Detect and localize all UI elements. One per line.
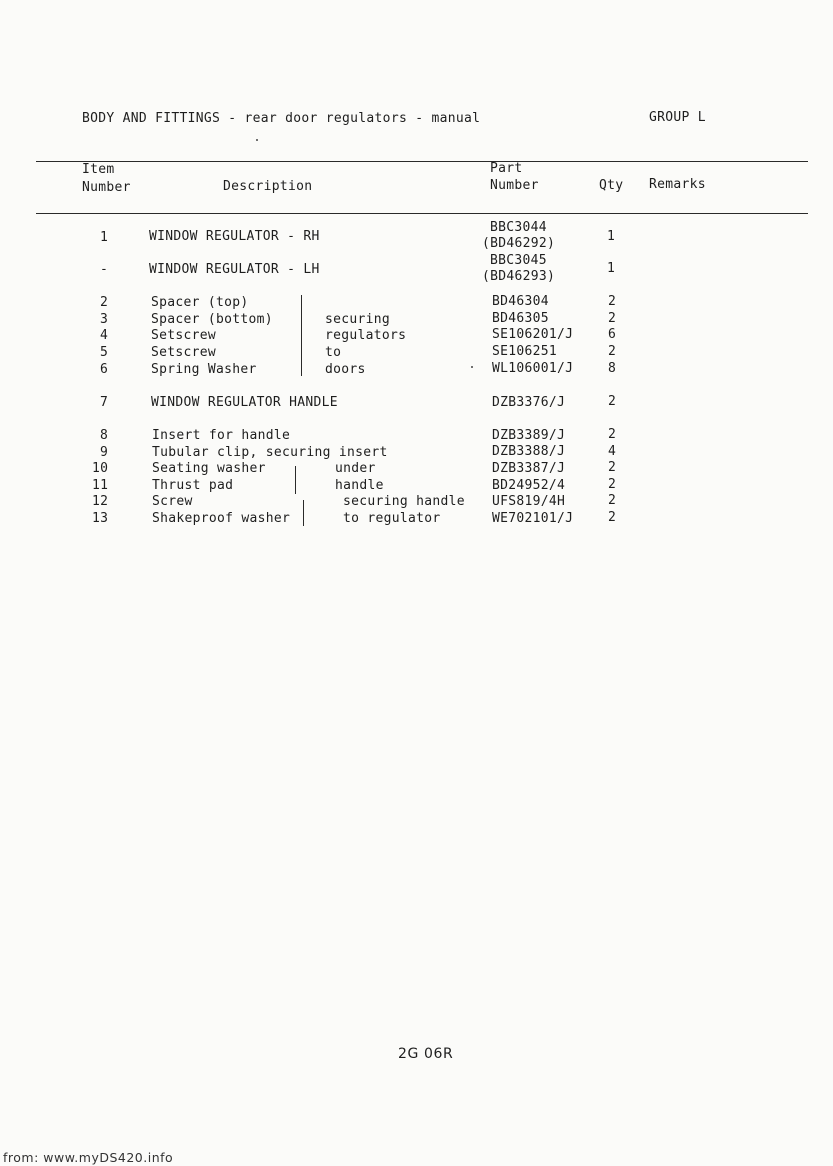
row-part: BBC3044: [490, 220, 547, 235]
col-item-line1: Item: [82, 162, 115, 177]
row-description: WINDOW REGULATOR HANDLE: [151, 395, 338, 410]
row-qty: 2: [608, 477, 617, 492]
row-part: SE106251: [492, 344, 558, 359]
row-qty: 2: [608, 311, 617, 326]
row-qty: 2: [608, 344, 617, 359]
row-note: handle: [335, 478, 384, 493]
row-qty: 2: [608, 510, 617, 525]
row-qty: 1: [607, 261, 616, 276]
row-note: securing handle: [343, 494, 465, 509]
col-description: Description: [223, 179, 313, 194]
row-description: WINDOW REGULATOR - LH: [149, 262, 320, 277]
row-note: to regulator: [343, 511, 441, 526]
row-item: 2: [100, 295, 109, 310]
row-note: to: [325, 345, 342, 360]
row-part: DZB3388/J: [492, 444, 566, 459]
row-qty: 2: [608, 294, 617, 309]
row-part-alt: (BD46293): [482, 269, 556, 284]
col-remarks: Remarks: [649, 177, 706, 192]
col-qty: Qty: [599, 178, 624, 193]
row-qty: 1: [607, 229, 616, 244]
row-qty: 4: [608, 444, 617, 459]
source-footer: from: www.myDS420.info: [3, 1150, 174, 1165]
row-part: DZB3387/J: [492, 461, 566, 476]
page-title: BODY AND FITTINGS - rear door regulators - manual: [82, 111, 481, 126]
row-description: Spacer (bottom): [151, 312, 273, 327]
speck: [471, 366, 473, 368]
row-item: 13: [92, 511, 109, 526]
row-item: 9: [100, 445, 109, 460]
col-part-line1: Part: [490, 161, 523, 176]
row-qty: 2: [608, 460, 617, 475]
row-item: 4: [100, 328, 109, 343]
group-bracket: [295, 466, 296, 494]
row-qty: 2: [608, 493, 617, 508]
row-qty: 8: [608, 361, 617, 376]
row-item: 1: [100, 230, 109, 245]
row-item: 11: [92, 478, 109, 493]
row-item: 7: [100, 395, 109, 410]
row-part: DZB3389/J: [492, 428, 566, 443]
row-item: 8: [100, 428, 109, 443]
row-description: Setscrew: [151, 328, 217, 343]
row-qty: 2: [608, 394, 617, 409]
row-part: BBC3045: [490, 253, 547, 268]
row-part-alt: (BD46292): [482, 236, 556, 251]
row-description: Seating washer: [152, 461, 266, 476]
row-qty: 6: [608, 327, 617, 342]
row-note: under: [335, 461, 376, 476]
col-item-line2: Number: [82, 180, 131, 195]
col-part-line2: Number: [490, 178, 539, 193]
row-description: Spring Washer: [151, 362, 257, 377]
header-top-rule: [36, 161, 808, 162]
row-part: BD46305: [492, 311, 549, 326]
row-item: -: [100, 262, 109, 277]
page-code: 2G 06R: [398, 1046, 454, 1062]
row-note: doors: [325, 362, 366, 377]
row-item: 5: [100, 345, 109, 360]
row-item: 12: [92, 494, 109, 509]
row-part: UFS819/4H: [492, 494, 566, 509]
row-note: regulators: [325, 328, 407, 343]
row-part: WL106001/J: [492, 361, 574, 376]
row-description: Spacer (top): [151, 295, 249, 310]
row-note: securing: [325, 312, 391, 327]
row-description: WINDOW REGULATOR - RH: [149, 229, 320, 244]
row-description: Setscrew: [151, 345, 217, 360]
row-qty: 2: [608, 427, 617, 442]
group-bracket: [303, 500, 304, 526]
row-part: BD24952/4: [492, 478, 566, 493]
row-item: 10: [92, 461, 109, 476]
speck: [256, 139, 258, 141]
row-part: BD46304: [492, 294, 549, 309]
row-description: Thrust pad: [152, 478, 234, 493]
row-part: WE702101/J: [492, 511, 574, 526]
row-description: Tubular clip, securing insert: [152, 445, 388, 460]
group-bracket: [301, 295, 302, 376]
row-description: Insert for handle: [152, 428, 291, 443]
header-bottom-rule: [36, 213, 808, 214]
row-part: SE106201/J: [492, 327, 574, 342]
group-label: GROUP L: [649, 110, 706, 125]
row-item: 3: [100, 312, 109, 327]
row-description: Shakeproof washer: [152, 511, 291, 526]
row-item: 6: [100, 362, 109, 377]
row-description: Screw: [152, 494, 193, 509]
row-part: DZB3376/J: [492, 395, 566, 410]
